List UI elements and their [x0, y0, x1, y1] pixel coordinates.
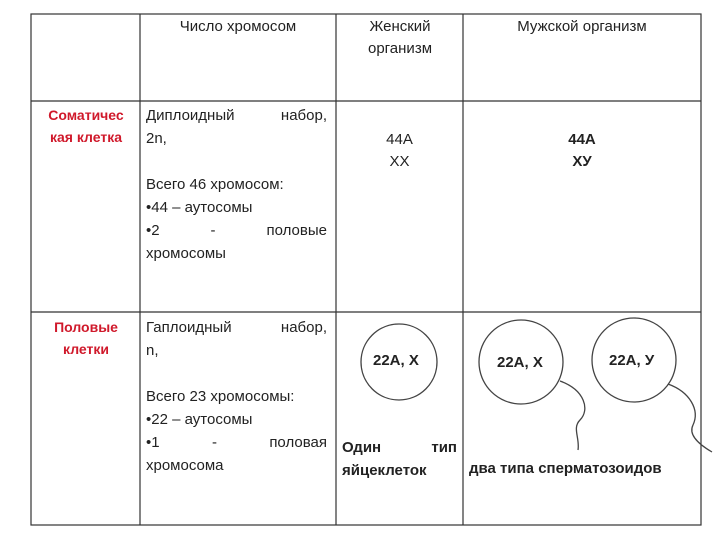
somatic-bullet2-b: -: [210, 222, 216, 239]
somatic-bullet2: [146, 219, 327, 242]
row-label-somatic-line2: кая клетка: [50, 129, 122, 145]
somatic-female-line2: ХХ: [389, 153, 410, 170]
header-male: Мужской организм: [517, 18, 647, 35]
somatic-total: Всего 46 хромосом:: [146, 176, 284, 193]
row-label-somatic: [33, 104, 139, 148]
sperm-cell-y-label: 22А, У: [609, 352, 655, 369]
sex-bullet1: •22 – аутосомы: [146, 411, 253, 428]
sex-bullet2-c: половая: [269, 434, 327, 451]
egg-caption-a: Один: [342, 439, 382, 456]
sex-set-line2: n,: [146, 342, 159, 359]
row-label-sex-line2: клетки: [63, 341, 109, 357]
somatic-chromosome-description: [146, 104, 327, 265]
header-chromosome-count: Число хромосом: [179, 18, 297, 35]
sperm-tail-x: [560, 381, 585, 450]
somatic-female-karyotype: [336, 129, 463, 173]
sex-cell-chromosome-description: [146, 316, 327, 477]
sex-bullet2-line2: хромосома: [146, 457, 224, 474]
somatic-set-line1: Диплоидный набор,: [146, 107, 327, 124]
sex-total: Всего 23 хромосомы:: [146, 388, 295, 405]
somatic-male-karyotype: [463, 129, 701, 173]
somatic-bullet1: •44 – аутосомы: [146, 199, 253, 216]
egg-caption-b: тип: [431, 439, 457, 456]
somatic-bullet2-a: •2: [146, 222, 160, 239]
sex-bullet2-b: -: [211, 434, 217, 451]
somatic-bullet2-c: половые: [266, 222, 327, 239]
sex-bullet2-a: •1: [146, 434, 160, 451]
row-label-sex-line1: Половые: [54, 319, 118, 335]
row-label-sex-cells: [33, 316, 139, 360]
sperm-cell-x-label: 22А, Х: [497, 354, 543, 371]
egg-caption: [342, 436, 457, 482]
somatic-bullet2-line2: хромосомы: [146, 245, 226, 262]
sex-set-line1: Гаплоидный набор,: [146, 319, 327, 336]
header-female: Женский организм: [367, 18, 433, 57]
somatic-male-line2: ХУ: [572, 153, 592, 170]
row-label-somatic-line1: Соматичес: [48, 107, 124, 123]
sex-bullet2: [146, 431, 327, 454]
somatic-set-line2: 2n,: [146, 130, 167, 147]
somatic-female-line1: 44А: [386, 131, 413, 148]
egg-caption-line1: [342, 436, 457, 459]
sperm-tail-y: [668, 384, 712, 452]
egg-caption-line2: яйцеклеток: [342, 462, 427, 479]
sperm-caption: два типа сперматозоидов: [469, 460, 662, 477]
somatic-male-line1: 44А: [568, 131, 596, 148]
egg-cell-label: 22А, Х: [373, 352, 419, 369]
header-cell-empty: [31, 14, 140, 101]
